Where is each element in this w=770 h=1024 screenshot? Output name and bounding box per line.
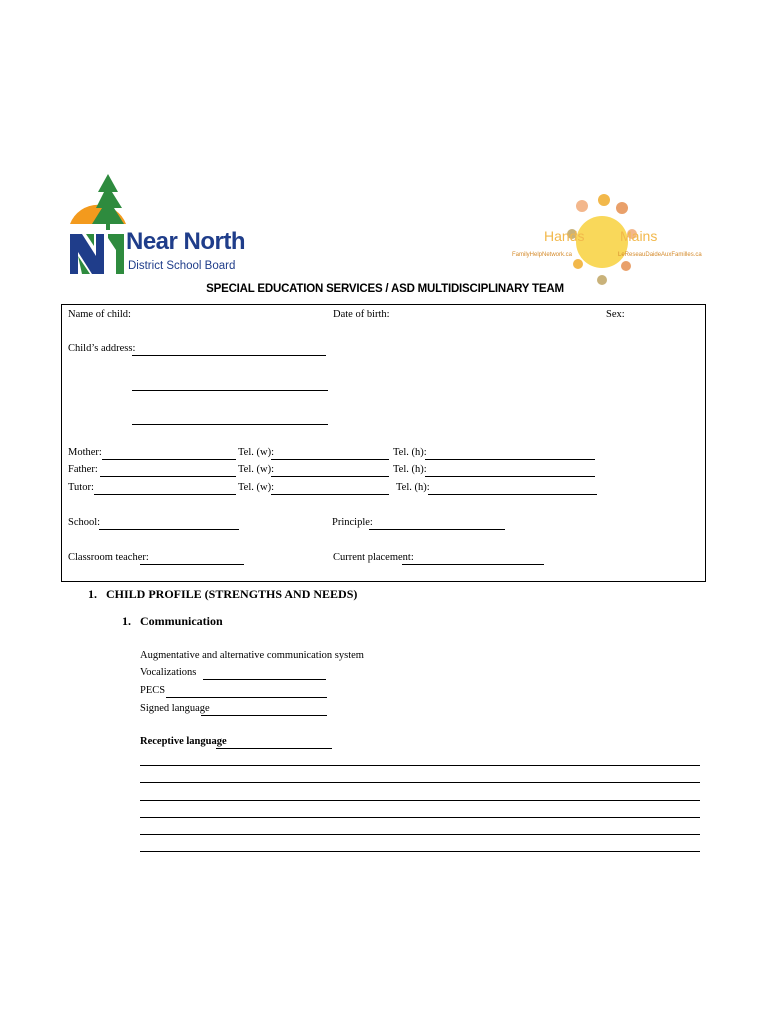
current-placement-field[interactable] <box>402 564 544 565</box>
aac-label: Augmentative and alternative communication system <box>140 650 364 661</box>
sex-label: Sex: <box>606 309 625 320</box>
mother-tel-h-label: Tel. (h): <box>393 447 427 458</box>
receptive-language-label: Receptive language <box>140 736 227 747</box>
mother-tel-w-label: Tel. (w): <box>238 447 275 458</box>
signed-language-field[interactable] <box>201 715 327 716</box>
mother-label: Mother: <box>68 447 102 458</box>
father-tel-w-label: Tel. (w): <box>238 464 275 475</box>
classroom-teacher-field[interactable] <box>140 564 244 565</box>
school-label: School: <box>68 517 101 528</box>
father-tel-w-field[interactable] <box>271 476 389 477</box>
pecs-label: PECS <box>140 685 166 696</box>
handprint-sun-icon <box>512 190 692 290</box>
tutor-tel-w-field[interactable] <box>271 494 389 495</box>
url-en: FamilyHelpNetwork.ca <box>512 252 573 258</box>
principle-label: Principle: <box>332 517 373 528</box>
receptive-line-2[interactable] <box>140 782 700 783</box>
address-line-2[interactable] <box>132 390 328 391</box>
school-field[interactable] <box>99 529 239 530</box>
mains-word: Mains <box>620 228 658 244</box>
hands-word: Hands <box>544 228 585 244</box>
principle-field[interactable] <box>369 529 505 530</box>
receptive-line-3[interactable] <box>140 800 700 801</box>
near-north-emblem-icon <box>68 172 128 277</box>
address-line-1[interactable] <box>132 355 326 356</box>
name-of-child-label: Name of child: <box>68 309 131 320</box>
url-fr: LeReseauDaideAuxFamilles.ca <box>618 252 702 258</box>
date-of-birth-label: Date of birth: <box>333 309 390 320</box>
tutor-tel-h-field[interactable] <box>428 494 597 495</box>
receptive-language-field[interactable] <box>216 748 332 749</box>
tutor-tel-w-label: Tel. (w): <box>238 482 275 493</box>
father-label: Father: <box>68 464 98 475</box>
father-tel-h-field[interactable] <box>425 476 595 477</box>
mother-tel-h-field[interactable] <box>425 459 595 460</box>
address-line-3[interactable] <box>132 424 328 425</box>
hands-mains-logo <box>512 190 702 290</box>
father-tel-h-label: Tel. (h): <box>393 464 427 475</box>
classroom-teacher-label: Classroom teacher: <box>68 552 149 563</box>
pecs-field[interactable] <box>166 697 327 698</box>
receptive-line-6[interactable] <box>140 851 700 852</box>
tutor-field[interactable] <box>94 494 236 495</box>
sub-heading-communication: 1. Communication <box>122 614 223 628</box>
receptive-line-5[interactable] <box>140 834 700 835</box>
logo-line2: District School Board <box>128 260 236 272</box>
receptive-line-4[interactable] <box>140 817 700 818</box>
page-title: SPECIAL EDUCATION SERVICES / ASD MULTIDISCIPLINARY TEAM <box>206 283 564 295</box>
near-north-logo <box>68 172 246 277</box>
receptive-line-1[interactable] <box>140 765 700 766</box>
signed-language-label: Signed language <box>140 703 210 714</box>
current-placement-label: Current placement: <box>333 552 414 563</box>
tutor-label: Tutor: <box>68 482 94 493</box>
child-address-label: Child’s address: <box>68 343 136 354</box>
vocalizations-label: Vocalizations <box>140 667 197 678</box>
logo-line1: Near North <box>126 228 246 255</box>
tutor-tel-h-label: Tel. (h): <box>396 482 430 493</box>
mother-field[interactable] <box>102 459 236 460</box>
child-info-box <box>61 304 706 582</box>
vocalizations-field[interactable] <box>203 679 326 680</box>
section-heading: 1. CHILD PROFILE (STRENGTHS AND NEEDS) <box>88 587 358 601</box>
father-field[interactable] <box>100 476 236 477</box>
mother-tel-w-field[interactable] <box>271 459 389 460</box>
